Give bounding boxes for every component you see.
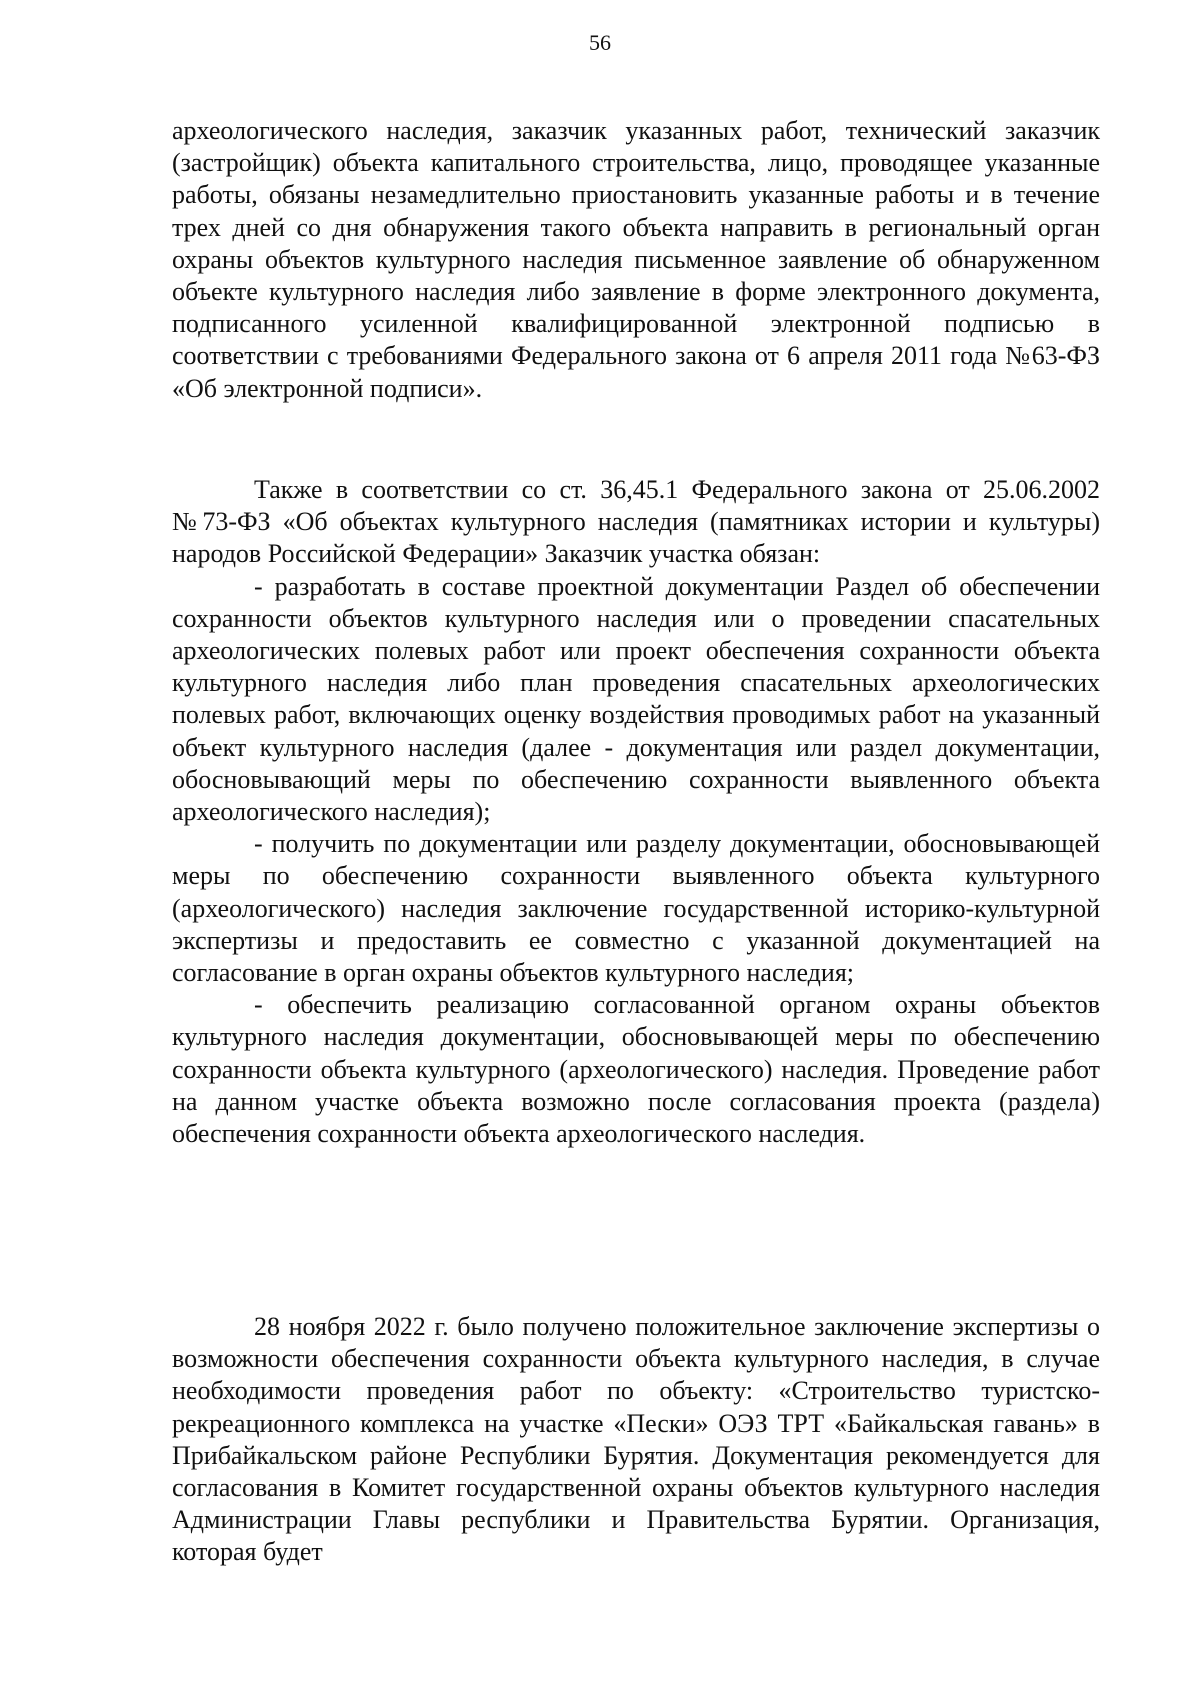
text-block-obligations [172,474,1100,1150]
list-item-obtain-expertise: - получить по документации или разделу документации, обосновывающей меры по обеспечению сохранности выявленного объекта культурного (археологического) наследия заключение государственной историко-культурной экспертизы и предоставить ее совместно с указанной документацией на согласование в орган охраны объектов культурного наследия; [172,829,1100,988]
paragraph-continuation: археологического наследия, заказчик указанных работ, технический заказчик (застройщик) объекта капитального строительства, лицо, проводящее указанные работы, обязаны незамедлительно приостановить указанные работы и в течение трех дней со дня обнаружения такого объекта направить в региональный орган охраны объектов культурного наследия письменное заявление об обнаруженном объекте культурного наследия либо заявление в форме электронного документа, подписанного усиленной квалифицированной электронной подписью в соответствии с требованиями Федерального закона от 6 апреля 2011 года №63-ФЗ «Об электронной подписи». [172,116,1100,403]
paragraph-expertise-conclusion: 28 ноября 2022 г. было получено положительное заключение экспертизы о возможности обеспечения сохранности объекта культурного наследия, в случае необходимости проведения работ по объекту: «Строительство туристско-рекреационного комплекса на участке «Пески» ОЭЗ ТРТ «Байкальская гавань» в Прибайкальском районе Республики Бурятия. Документация рекомендуется для согласования в Комитет государственной охраны объектов культурного наследия Администрации Главы республики и Правительства Бурятии. Организация, которая будет [172,1312,1100,1567]
page-number: 56 [589,30,611,55]
paragraph-obligations-intro: Также в соответствии со ст. 36,45.1 Федерального закона от 25.06.2002 №73-ФЗ «Об объектах культурного наследия (памятниках истории и культуры) народов Российской Федерации» Заказчик участка обязан: [172,475,1100,569]
list-item-ensure-implementation: - обеспечить реализацию согласованной органом охраны объектов культурного наследия документации, обосновывающей меры по обеспечению сохранности объекта культурного (археологического) наследия. Проведение работ на данном участке объекта возможно после согласования проекта (раздела) обеспечения сохранности объекта археологического наследия. [172,990,1100,1149]
text-block-continuation [172,115,1100,405]
text-block-expertise-conclusion [172,1311,1100,1569]
list-item-develop-documentation: - разработать в составе проектной документации Раздел об обеспечении сохранности объектов культурного наследия или о проведении спасательных археологических полевых работ или проект обеспечения сохранности объекта культурного наследия либо план проведения спасательных археологических полевых работ, включающих оценку воздействия проводимых работ на указанный объект культурного наследия (далее - документация или раздел документации, обосновывающий меры по обеспечению сохранности выявленного объекта археологического наследия); [172,571,1100,827]
